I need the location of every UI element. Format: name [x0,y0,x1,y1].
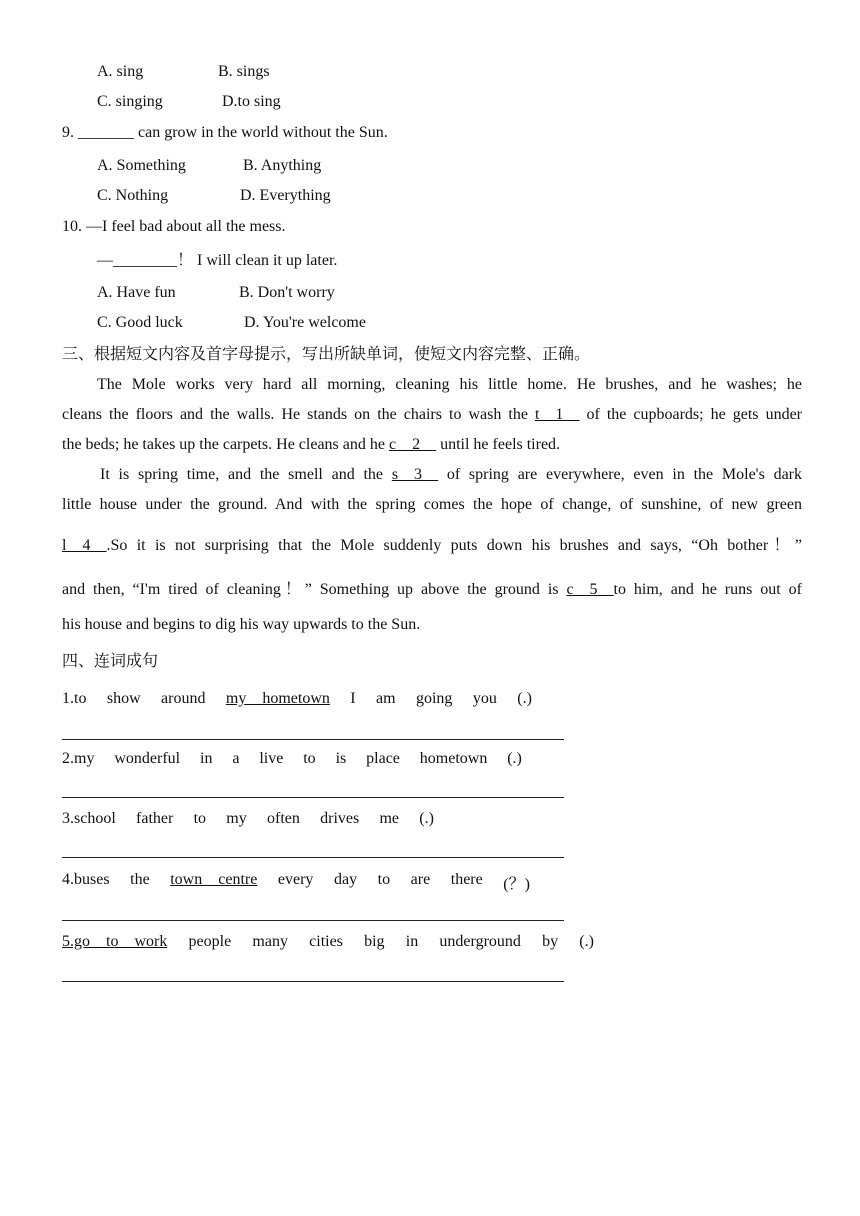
q10-option-d: D. You're welcome [244,314,366,331]
word: are [410,871,431,888]
word-phrase: town__centre [170,871,258,888]
q8-option-d: D.to sing [222,93,281,110]
word: to [303,750,316,767]
word: every [277,871,314,888]
word: (.) [419,810,434,827]
word: around [161,690,206,707]
q9-options-row2 [97,186,331,206]
blank-2[interactable]: c__2__ [388,436,437,453]
word: going [415,690,453,707]
word: to [193,810,207,827]
passage-text: The Mole works very hard all morning, cleaning his little home. He brushes, and he washes; he [97,376,802,393]
word: 3.school [62,810,116,827]
blank-3[interactable]: s__3__ [391,466,439,483]
q9-option-a: A. Something [97,157,186,174]
word: in [405,933,419,950]
passage-line-5 [62,496,802,514]
q8-option-b: B. sings [218,63,270,80]
q9-stem: 9. _______ can grow in the world without the Sun. [62,124,388,141]
passage-text: little house under the ground. And with the spring comes the hope of change, of sunshine, of new green [62,496,802,513]
word: me [379,810,400,827]
q10-stem: 10. —I feel bad about all the mess. [62,218,286,235]
word-phrase: my__hometown [225,690,330,707]
word: is [335,750,347,767]
passage-text: .So it is not surprising that the Mole suddenly puts down his brushes and says, “Oh bother！” [106,537,802,554]
word: live [259,750,284,767]
word: am [376,690,396,707]
word: you [472,690,497,707]
passage-text: his house and begins to dig his way upwards to the Sun. [62,616,421,633]
answer-line-1[interactable] [62,739,564,740]
word: a [232,750,240,767]
q8-options-row2 [97,92,281,112]
passage-text: and then, “I'm tired of cleaning！” Something up above the ground is [62,581,567,598]
passage-line-2 [62,406,802,424]
word: hometown [419,750,488,767]
word: often [267,810,300,827]
scramble-item-1 [62,690,532,708]
word: (.) [579,933,594,950]
word: in [200,750,213,767]
word: drives [320,810,360,827]
passage-text: cleans the floors and the walls. He stands on the chairs to wash the [62,406,535,423]
word: to [377,871,391,888]
word: place [366,750,400,767]
q8-options-row1 [97,62,270,82]
q9-options-row1 [97,156,321,176]
word: 2.my [62,750,95,767]
word: people [188,933,232,950]
q8-option-c: C. singing [97,93,163,110]
word: show [106,690,141,707]
scramble-item-2 [62,750,522,768]
word: big [364,933,385,950]
q10-option-a: A. Have fun [97,284,176,301]
q10-options-row1 [97,283,335,303]
blank-5[interactable]: c__5__ [566,581,614,598]
answer-line-4[interactable] [62,920,564,921]
word: underground [439,933,521,950]
answer-line-3[interactable] [62,857,564,858]
blank-4[interactable]: l__4__ [62,537,107,554]
section4-heading: 四、连词成句 [62,651,159,670]
word: cities [309,933,343,950]
word: the [130,871,150,888]
answer-line-5[interactable] [62,981,564,982]
word: father [136,810,174,827]
passage-line-3 [62,436,802,454]
passage-line-7 [62,576,802,599]
q10-reply: —________！ I will clean it up later. [97,252,338,269]
word: 4.buses [62,871,110,888]
word: (.) [507,750,522,767]
passage-line-4 [100,466,802,484]
q10-option-c: C. Good luck [97,314,183,331]
passage-line-6 [62,532,802,555]
scramble-item-4 [62,871,530,894]
word: (？) [503,876,530,893]
word: wonderful [114,750,181,767]
q9-option-c: C. Nothing [97,187,169,204]
passage-text: It is spring time, and the smell and the [100,466,392,483]
word: my [226,810,247,827]
word: 1.to [62,690,87,707]
passage-line-1 [97,376,802,394]
q8-option-a: A. sing [97,63,144,80]
scramble-item-5 [62,933,594,951]
blank-1[interactable]: t__1__ [534,406,580,423]
word: day [333,871,358,888]
word: by [542,933,559,950]
word: I [350,690,356,707]
word-phrase: 5.go__to__work [62,933,168,950]
q10-option-b: B. Don't worry [239,284,335,301]
q10-options-row2 [97,313,366,333]
passage-text: until he feels tired. [436,436,561,453]
passage-text: of the cupboards; he gets under [579,406,802,423]
word: there [450,871,483,888]
passage-text: of spring are everywhere, even in the Mole's dark [438,466,803,483]
passage-text: to him, and he runs out of [613,581,802,598]
passage-text: the beds; he takes up the carpets. He cleans and he [62,436,389,453]
scramble-item-3 [62,810,434,828]
passage-line-8 [62,616,802,634]
q9-option-b: B. Anything [243,157,322,174]
word: (.) [517,690,532,707]
word: many [252,933,288,950]
answer-line-2[interactable] [62,797,564,798]
section3-heading: 三、根据短文内容及首字母提示，写出所缺单词，使短文内容完整、正确。 [62,344,591,363]
q9-option-d: D. Everything [240,187,331,204]
